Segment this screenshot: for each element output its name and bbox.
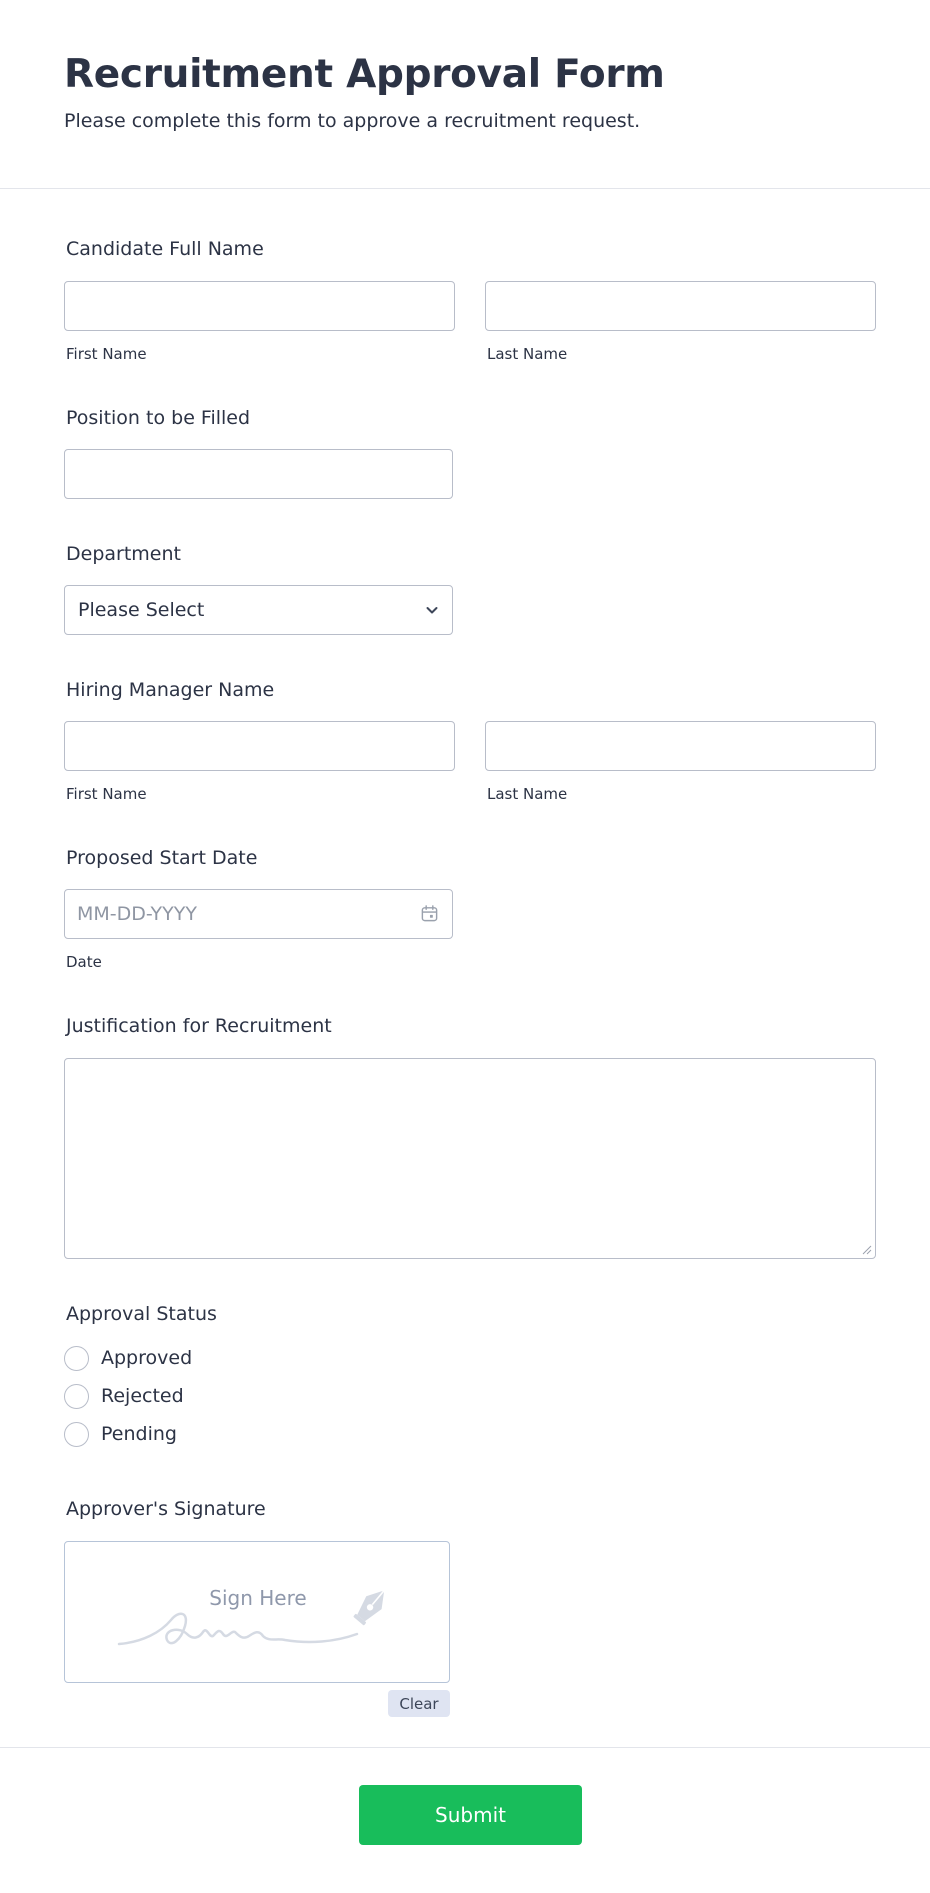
department-selected-value: Please Select [78,599,205,621]
radio-label: Rejected [101,1385,184,1407]
position-label: Position to be Filled [66,407,251,429]
start-date-label: Proposed Start Date [66,847,258,869]
signature-label: Approver's Signature [66,1498,266,1520]
candidate-last-name-input[interactable] [485,281,876,331]
signature-pad[interactable] [64,1541,450,1683]
chevron-down-icon [424,602,440,618]
candidate-name-label: Candidate Full Name [66,238,264,260]
radio-label: Pending [101,1423,177,1445]
candidate-first-name-input[interactable] [64,281,455,331]
department-label: Department [66,543,181,565]
hiring-manager-label: Hiring Manager Name [66,679,275,701]
start-date-sublabel: Date [66,953,102,971]
clear-signature-button[interactable]: Clear [388,1690,450,1717]
form-header [0,0,930,189]
form-subtitle: Please complete this form to approve a recruitment request. [64,110,641,132]
radio-button[interactable] [64,1384,89,1409]
department-select[interactable] [64,585,453,635]
position-input[interactable] [64,449,453,499]
footer-divider [0,1747,930,1748]
radio-label: Approved [101,1347,193,1369]
start-date-field [64,889,453,939]
form-title: Recruitment Approval Form [64,52,665,97]
hiring-manager-last-name-sublabel: Last Name [487,785,568,803]
candidate-last-name-sublabel: Last Name [487,345,568,363]
start-date-input[interactable] [64,889,453,939]
justification-label: Justification for Recruitment [66,1015,332,1037]
hiring-manager-first-name-sublabel: First Name [66,785,147,803]
approval-status-label: Approval Status [66,1303,217,1325]
hiring-manager-first-name-input[interactable] [64,721,455,771]
calendar-icon[interactable] [420,904,439,923]
justification-textarea[interactable] [64,1058,876,1259]
submit-button[interactable]: Submit [359,1785,582,1845]
radio-button[interactable] [64,1346,89,1371]
signature-placeholder: Sign Here [209,1586,307,1610]
radio-button[interactable] [64,1422,89,1447]
resize-grip-icon[interactable] [860,1243,872,1255]
hiring-manager-last-name-input[interactable] [485,721,876,771]
candidate-first-name-sublabel: First Name [66,345,147,363]
